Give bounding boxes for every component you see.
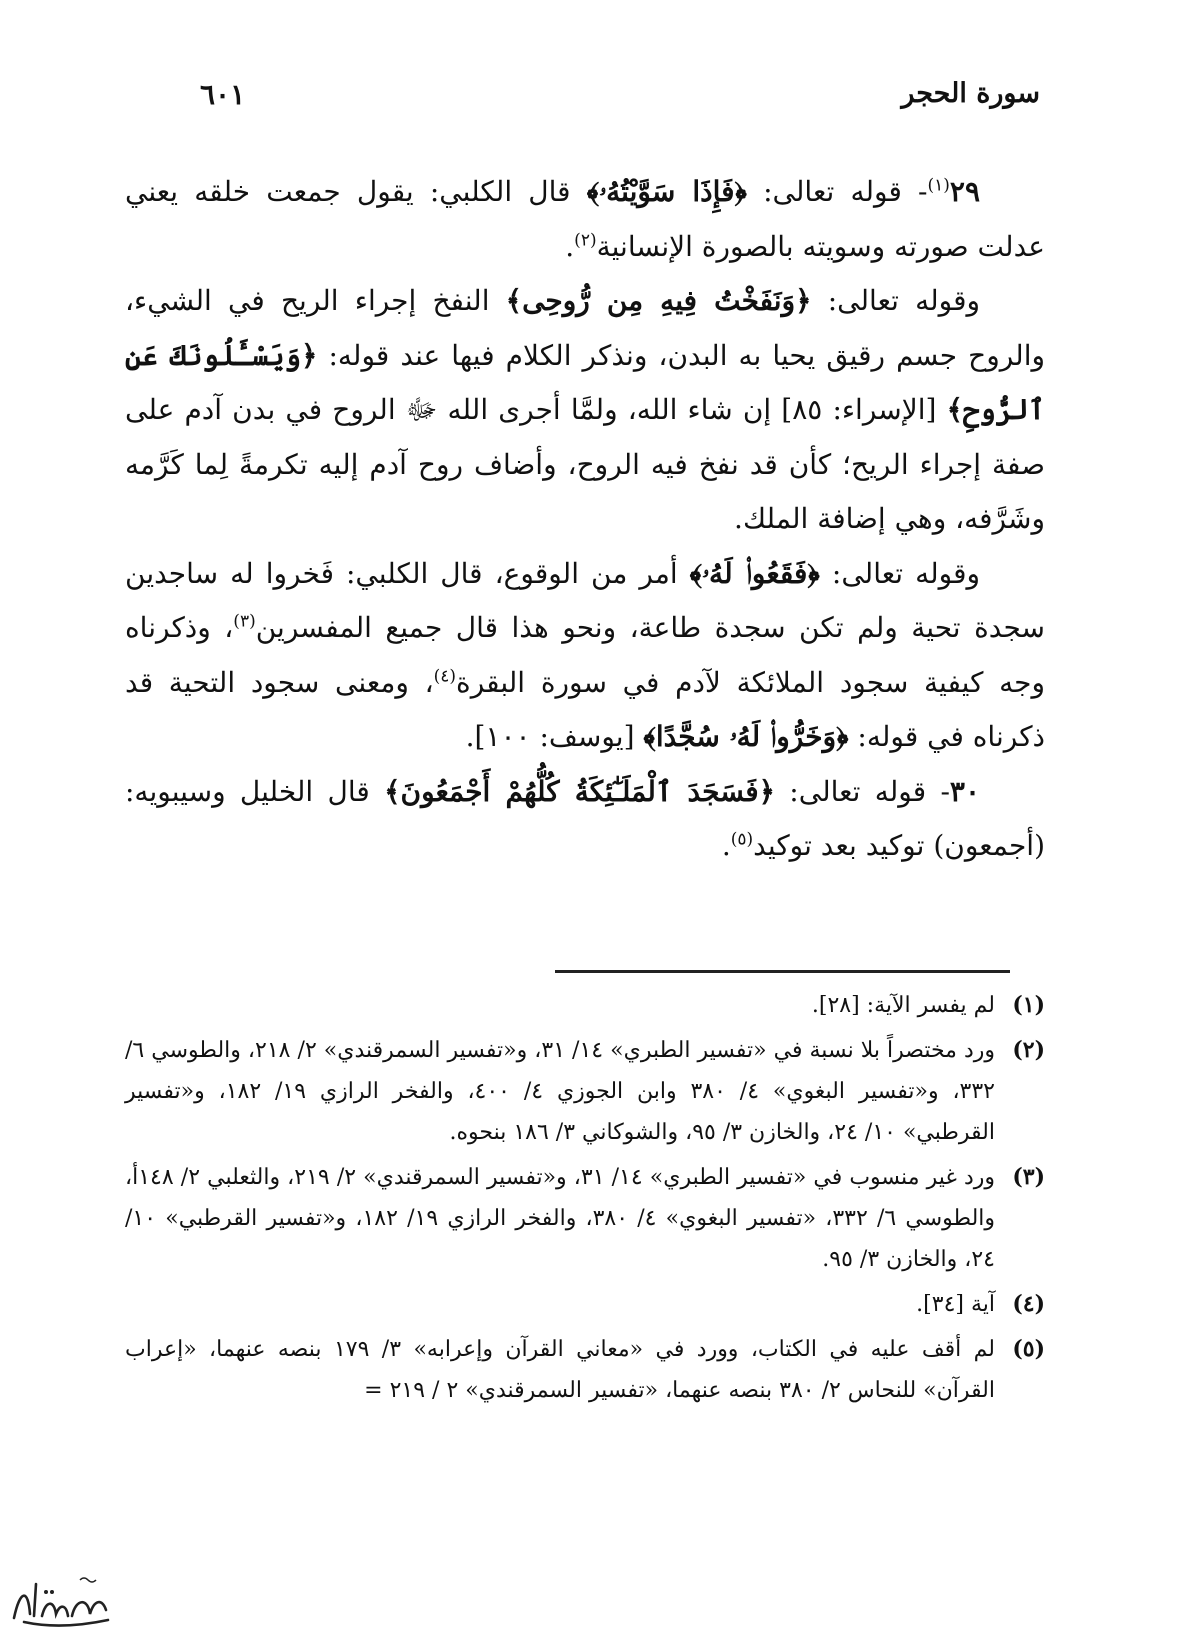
quran-quote: ﴿وَيَسْـَٔلُونَكَ عَنِ ٱلرُّوحِ﴾ <box>125 338 1045 426</box>
surah-title: سورة الحجر <box>901 78 1040 109</box>
paragraph-text: النفخ إجراء الريح في الشيء، والروح جسم رقيق يحيا به البدن، ونذكر الكلام فيها عند قوله: <box>125 284 1046 372</box>
footnote-number: (١) <box>1012 992 1045 1018</box>
footnote-ref: (٣) <box>233 611 256 632</box>
quran-quote: ﴿فَإِذَا سَوَّيْتُهُۥ﴾ <box>586 175 747 208</box>
paragraph-text: - قوله تعالى: <box>775 774 950 808</box>
footnote-ref: (٤) <box>433 666 457 687</box>
footnote-ref: (٥) <box>730 829 754 850</box>
page-number: ٦٠١ <box>200 78 246 111</box>
ayah-number: ٢٩ <box>949 175 980 208</box>
paragraph-text: [يوسف: ١٠٠]. <box>465 720 644 753</box>
footnotes <box>125 985 1045 1585</box>
paragraph-text: ، وذكرناه وجه كيفية سجود الملائكة لآدم في سورة البقرة <box>125 611 1045 699</box>
footnote-5 <box>125 1329 1045 1411</box>
footnote-number: (٤) <box>1012 1291 1045 1317</box>
paragraph-text: قال الكلبي: يقول جمعت خلقه يعني عدلت صورته وسويته بالصورة الإنسانية <box>125 175 1045 263</box>
footnote-text: آية [٣٤]. <box>916 1292 995 1317</box>
paragraph-text: . <box>565 229 575 263</box>
footnote-text: ورد غير منسوب في «تفسير الطبري» ١٤/ ٣١، و«تفسير السمرقندي» ٢/ ٢١٩، والثعلبي ٢/ ١٤٨أ، والطوسي ٦/ ٣٣٢، «تفسير البغوي» ٤/ ٣٨٠، والفخر الرازي ١٩/ ١٨٢، و«تفسير القرطبي» ١٠/ ٢٤، والخازن ٣/ ٩٥. <box>125 1165 996 1272</box>
ayah-number: ٣٠ <box>949 774 980 808</box>
footnote-text: ورد مختصراً بلا نسبة في «تفسير الطبري» ١٤/ ٣١، و«تفسير السمرقندي» ٢/ ٢١٨، والطوسي ٦/ ٣٣٢، و«تفسير البغوي» ٤/ ٣٨٠ وابن الجوزي ٤/ ٤٠٠، والفخر الرازي ١٩/ ١٨٢، و«تفسير القرطبي» ١٠/ ٢٤، والخازن ٣/ ٩٥، والشوكاني ٣/ ١٨٦ بنحوه. <box>125 1038 996 1145</box>
watermark-logo <box>6 1570 116 1642</box>
main-text <box>125 165 1045 965</box>
paragraph-text: . <box>721 829 731 862</box>
footnote-separator <box>555 970 1010 973</box>
footnote-3 <box>125 1157 1045 1280</box>
footnote-text: لم أقف عليه في الكتاب، وورد في «معاني القرآن وإعرابه» ٣/ ١٧٩ بنصه عنهما، «إعراب القرآن» للنحاس ٢/ ٣٨٠ بنصه عنهما، «تفسير السمرقندي» ٢ / ٢١٩ = <box>125 1337 996 1403</box>
paragraph-text: [الإسراء: ٨٥] إن شاء الله، ولمَّا أجرى الله ﷻ الروح في بدن آدم على صفة إجراء الريح؛ كأن قد نفخ فيه الروح، وأضاف روح آدم إليه تكرمةً لِما كَرَّمه وشَرَّفه، وهي إضافة الملك. <box>125 393 1045 535</box>
quran-quote: ﴿وَنَفَخْتُ فِيهِ مِن رُّوحِى﴾ <box>505 284 812 317</box>
paragraph-text: أمر من الوقوع، قال الكلبي: فَخروا له ساجدين سجدة تحية ولم تكن سجدة طاعة، ونحو هذا قال جميع المفسرين <box>125 556 1045 644</box>
footnote-text: لم يفسر الآية: [٢٨]. <box>811 993 995 1018</box>
footnote-1 <box>125 985 1045 1026</box>
calligraphy-logo-icon <box>6 1570 116 1630</box>
paragraph-text: قال الخليل وسيبويه: (أجمعون) توكيد بعد توكيد <box>125 774 1045 862</box>
paragraph-text: وقوله تعالى: <box>811 284 980 317</box>
quran-quote: ﴿وَخَرُّوا۟ لَهُۥ سُجَّدًا﴾ <box>643 720 849 753</box>
footnote-number: (٣) <box>1012 1164 1045 1190</box>
paragraph-text: ، ومعنى سجود التحية قد ذكرناه في قوله: <box>125 665 1045 753</box>
footnote-ref: (١) <box>927 175 950 196</box>
quran-quote: ﴿فَقَعُوا۟ لَهُۥ﴾ <box>689 556 820 590</box>
paragraph-text: - قوله تعالى: <box>746 175 928 208</box>
footnote-number: (٢) <box>1012 1037 1045 1063</box>
paragraph-ayah-30 <box>125 765 1045 874</box>
paragraph-ruh <box>125 274 1045 547</box>
footnote-ref: (٢) <box>574 230 597 251</box>
footnote-2 <box>125 1030 1045 1153</box>
paragraph-sujud <box>125 547 1045 765</box>
footnote-number: (٥) <box>1012 1336 1045 1362</box>
paragraph-text: وقوله تعالى: <box>819 556 980 590</box>
footnote-4 <box>125 1284 1045 1325</box>
quran-quote: ﴿فَسَجَدَ ٱلْمَلَـٰٓئِكَةُ كُلُّهُمْ أَجْمَعُونَ﴾ <box>384 774 775 808</box>
paragraph-ayah-29 <box>125 165 1045 274</box>
page-header <box>160 78 1040 128</box>
